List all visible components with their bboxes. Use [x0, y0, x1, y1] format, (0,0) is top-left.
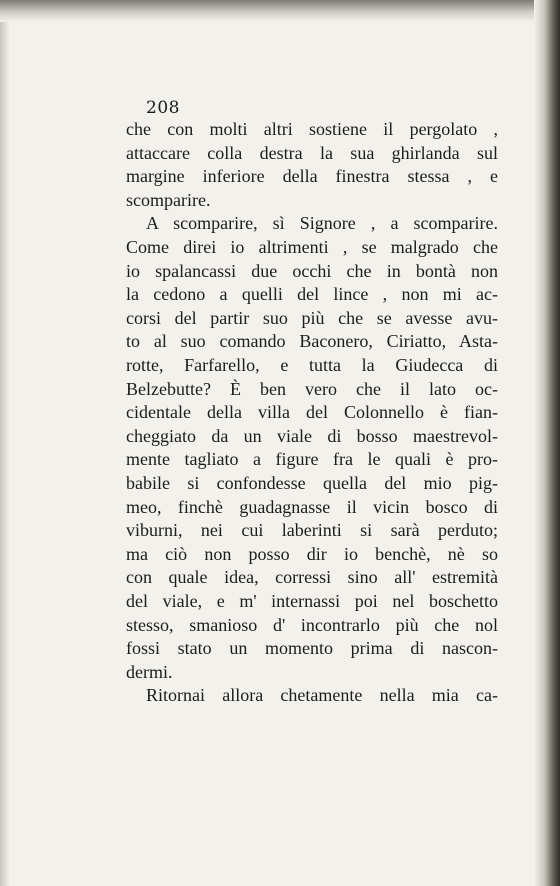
text-line: Belzebutte? È ben vero che il lato oc- — [126, 378, 498, 399]
text-line: Come direi io altrimenti , se malgrado che — [126, 237, 498, 257]
text-line: Ritornai allora chetamente nella mia ca- — [146, 685, 498, 706]
text-line: che con molti altri sostiene il pergolato , — [126, 119, 498, 139]
text-line: corsi del partir suo più che se avesse avu- — [126, 307, 498, 328]
page-edge-shadow-left — [0, 0, 10, 886]
text-line: A scomparire, sì Signore , a scomparire. — [146, 213, 498, 234]
text-line: dermi. — [126, 661, 173, 682]
text-line: fossi stato un momento prima di nascon- — [126, 638, 498, 659]
text-line: ma ciò non posso dir io benchè, nè so — [126, 543, 498, 564]
book-spine-shadow — [534, 0, 560, 886]
page-number: 208 — [146, 98, 180, 118]
text-line: scomparire. — [126, 189, 211, 210]
text-line: viburni, nei cui laberinti si sarà perduto; — [126, 520, 498, 541]
text-line: stesso, smanioso d' incontrarlo più che nol — [126, 614, 498, 635]
text-line: to al suo comando Baconero, Ciriatto, Asta- — [126, 331, 498, 352]
text-line: io spalancassi due occhi che in bontà non — [126, 260, 498, 281]
text-line: rotte, Farfarello, e tutta la Giudecca di — [126, 355, 498, 375]
text-line: la cedono a quelli del lince , non mi ac- — [126, 284, 498, 305]
text-line: del viale, e m' internassi poi nel boschetto — [126, 591, 498, 611]
text-line: cheggiato da un viale di bosso maestrevol- — [126, 425, 498, 446]
page-edge-shadow-top — [0, 0, 560, 22]
text-line: babile si confondesse quella del mio pig- — [126, 473, 498, 493]
text-line: mente tagliato a figure fra le quali è pro- — [126, 449, 498, 470]
text-line: margine inferiore della finestra stessa , e — [126, 166, 498, 187]
text-line: con quale idea, corressi sino all' estremità — [126, 567, 498, 588]
text-line: cidentale della villa del Colonnello è fian- — [126, 402, 498, 423]
text-line: meo, finchè guadagnasse il vicin bosco di — [126, 496, 498, 517]
text-line: attaccare colla destra la sua ghirlanda sul — [126, 142, 498, 163]
